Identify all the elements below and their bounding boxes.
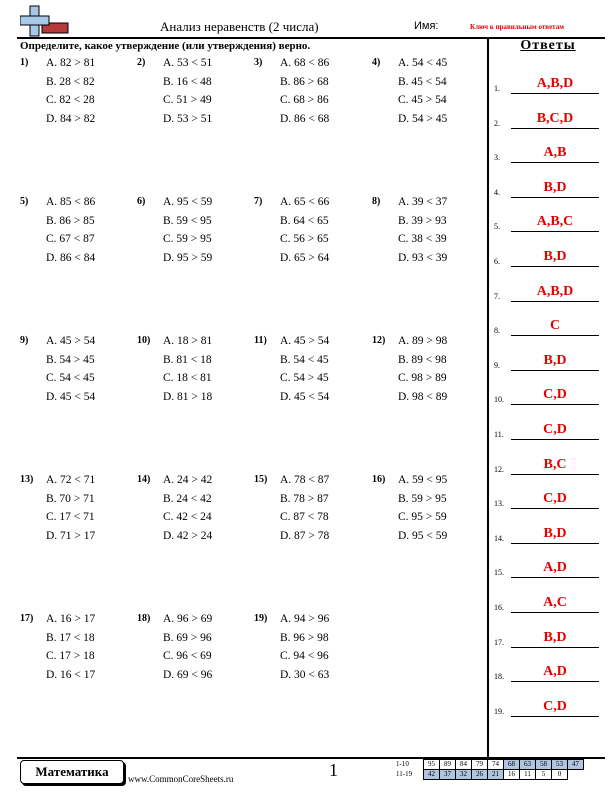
score-cell: 63 [519, 759, 536, 770]
answer-line [511, 577, 599, 578]
problem-option: A. 68 < 86 [280, 57, 330, 69]
answer-line [511, 266, 599, 267]
answer-row [494, 178, 599, 198]
problem [20, 474, 130, 550]
worksheet-title: Анализ неравенств (2 числа) [160, 19, 319, 34]
problem-option: A. 16 > 17 [46, 613, 96, 625]
problem [137, 57, 247, 133]
problem-option: A. 72 < 71 [46, 474, 96, 486]
answer-number: 2. [494, 118, 500, 128]
answer-row [494, 558, 599, 578]
problem-option: C. 56 > 65 [280, 233, 329, 245]
answer-line [511, 301, 599, 302]
answer-number: 19. [494, 706, 504, 716]
problem-option: D. 95 > 59 [163, 251, 213, 264]
problem-option: D. 53 > 51 [163, 112, 213, 125]
answer-value: C,D [543, 491, 567, 507]
problem-option: A. 45 > 54 [280, 335, 330, 347]
problem-number: 1) [20, 57, 29, 68]
problem [137, 196, 247, 272]
problem-option: C. 17 > 18 [46, 650, 95, 662]
problem [372, 196, 482, 272]
problem-number: 17) [20, 613, 34, 624]
problem-option: B. 86 > 68 [280, 75, 329, 88]
answer-number: 15. [494, 568, 504, 578]
answer-line [511, 647, 599, 648]
answer-value: A,B [543, 145, 567, 161]
problem-number: 6) [137, 196, 146, 207]
problem-option: D. 45 < 54 [46, 390, 96, 403]
problem-option: D. 81 > 18 [163, 390, 213, 403]
problem-option: D. 69 < 96 [163, 668, 213, 681]
problem-option: B. 17 < 18 [46, 631, 95, 644]
problem-option: A. 54 < 45 [398, 57, 448, 69]
answer-row [494, 351, 599, 371]
answer-row [494, 489, 599, 509]
answer-value: B,D [543, 249, 567, 264]
problem-option: C. 87 < 78 [280, 511, 329, 523]
problem-option: D. 54 > 45 [398, 112, 448, 125]
problem-number: 19) [254, 613, 268, 624]
problem-number: 3) [254, 57, 263, 68]
answer-number: 9. [494, 360, 500, 370]
answer-row [494, 316, 599, 336]
problem [372, 57, 482, 133]
answer-value: B,D [543, 179, 567, 195]
answer-number: 14. [494, 533, 504, 543]
answer-row [494, 455, 599, 475]
answer-line [511, 474, 599, 475]
answers-title: Ответы [520, 38, 576, 53]
score-table [396, 759, 584, 779]
score-cell: 89 [439, 759, 456, 770]
answer-value: B,C,D [536, 110, 574, 126]
problem [372, 474, 482, 550]
answer-value: A,C [543, 595, 567, 610]
problem [137, 613, 247, 689]
problem-option: C. 51 > 49 [163, 94, 212, 106]
answer-row [494, 628, 599, 648]
problem-option: C. 82 < 28 [46, 94, 95, 106]
problem [254, 196, 364, 272]
score-range-label: 1-10 [396, 760, 409, 768]
problem-number: 12) [372, 335, 386, 346]
answer-value: A,B,C [536, 214, 574, 230]
problem-option: D. 93 < 39 [398, 251, 448, 264]
problem-option: B. 59 > 95 [398, 492, 447, 505]
answer-number: 4. [494, 187, 500, 197]
answer-number: 13. [494, 499, 504, 509]
score-cell: 68 [503, 759, 520, 770]
plus-minus-logo-icon [20, 4, 70, 38]
problem-option: C. 18 < 81 [163, 372, 212, 384]
problem-option: B. 78 > 87 [280, 492, 329, 505]
problem [254, 57, 364, 133]
score-cell: 47 [567, 759, 584, 770]
problem-option: C. 42 < 24 [163, 511, 212, 523]
problem-option: C. 98 > 89 [398, 372, 447, 384]
answer-number: 3. [494, 153, 500, 163]
problem-number: 14) [137, 474, 151, 485]
problem-option: D. 71 > 17 [46, 529, 96, 542]
problem-option: A. 18 > 81 [163, 335, 213, 347]
problem-option: B. 64 < 65 [280, 214, 329, 227]
problem [137, 335, 247, 411]
answer-row [494, 385, 599, 405]
problem-number: 5) [20, 196, 29, 207]
answer-row [494, 593, 599, 613]
problem-option: B. 86 > 85 [46, 214, 95, 227]
answer-number: 5. [494, 222, 500, 232]
problem-option: B. 24 < 42 [163, 492, 212, 505]
problem-number: 7) [254, 196, 263, 207]
problem-option: C. 54 < 45 [46, 372, 95, 384]
answer-line [511, 404, 599, 405]
score-cell: 84 [455, 759, 472, 770]
problem-number: 10) [137, 335, 151, 346]
score-row [396, 769, 584, 779]
answer-value: B,D [543, 629, 567, 645]
problem-number: 8) [372, 196, 381, 207]
score-cell: 32 [455, 769, 472, 780]
problem-number: 11) [254, 335, 267, 346]
score-cell: 26 [471, 769, 488, 780]
answer-row [494, 109, 599, 129]
problem [20, 613, 130, 689]
answer-line [511, 197, 599, 198]
answer-value: A,D [543, 560, 567, 576]
problem-option: A. 78 < 87 [280, 474, 330, 486]
page-number: 1 [329, 760, 338, 780]
problem-option: A. 96 > 69 [163, 613, 213, 625]
problem [254, 613, 364, 689]
problem-option: C. 68 > 86 [280, 94, 329, 106]
answer-line [511, 612, 599, 613]
answer-line [511, 508, 599, 509]
score-cell: 79 [471, 759, 488, 770]
score-cell: 74 [487, 759, 504, 770]
problem-option: C. 67 < 87 [46, 233, 95, 245]
answer-number: 11. [494, 430, 504, 439]
problem-option: C. 96 < 69 [163, 650, 212, 662]
score-cell: 37 [439, 769, 456, 780]
answer-value: B,D [543, 525, 567, 541]
problem [254, 474, 364, 550]
score-cell: 53 [551, 759, 568, 770]
problem-option: A. 94 > 96 [280, 613, 330, 625]
answer-value: B,C [543, 456, 567, 472]
score-cell: 5 [535, 769, 552, 780]
problem-option: B. 39 > 93 [398, 214, 447, 227]
answer-row [494, 662, 599, 682]
problem-option: A. 89 > 98 [398, 335, 448, 347]
answer-value: B,D [543, 352, 567, 368]
problem-number: 9) [20, 335, 29, 346]
answer-line [511, 335, 599, 336]
problem [20, 57, 130, 133]
problem-option: B. 54 > 45 [46, 353, 95, 366]
answer-line [511, 439, 599, 440]
problem-option: A. 82 > 81 [46, 57, 96, 69]
problem-option: B. 89 < 98 [398, 353, 447, 366]
problem-number: 4) [372, 57, 381, 68]
answer-line [511, 370, 599, 371]
problem-option: A. 53 < 51 [163, 57, 213, 69]
answer-key-label: Ключ к правильным ответам [470, 23, 564, 31]
answer-number: 18. [494, 672, 504, 682]
score-cell: 95 [423, 759, 440, 770]
answer-row [494, 247, 599, 267]
problem-option: A. 59 < 95 [398, 474, 448, 486]
score-cell: 58 [535, 759, 552, 770]
problem-option: A. 85 < 86 [46, 196, 96, 208]
problem-option: D. 65 > 64 [280, 251, 330, 264]
problem-option: B. 81 < 18 [163, 353, 212, 366]
problem-option: D. 86 < 68 [280, 112, 330, 125]
answer-value: C,D [543, 422, 567, 437]
answer-column-divider [487, 37, 489, 757]
answer-row [494, 74, 599, 94]
score-range-label: 11-19 [396, 770, 413, 778]
answer-value: C [549, 318, 561, 334]
answer-number: 10. [494, 395, 504, 405]
problem-option: D. 42 > 24 [163, 529, 213, 542]
answer-line [511, 162, 599, 163]
site-url: www.CommonCoreSheets.ru [128, 774, 234, 784]
problem-option: D. 87 > 78 [280, 529, 330, 542]
problem-option: B. 45 < 54 [398, 75, 447, 88]
answer-number: 1. [494, 84, 500, 93]
problem-option: D. 95 < 59 [398, 529, 448, 542]
brand-badge: Математика [20, 760, 124, 784]
problem-option: C. 17 < 71 [46, 511, 95, 523]
problem-option: C. 38 < 39 [398, 233, 447, 245]
problem [254, 335, 364, 411]
score-cell: 42 [423, 769, 440, 780]
problem [137, 474, 247, 550]
score-cell: 16 [503, 769, 520, 780]
score-cell: 21 [487, 769, 504, 780]
problem-option: A. 65 < 66 [280, 196, 330, 208]
answer-row [494, 212, 599, 232]
problem-option: C. 54 > 45 [280, 372, 329, 384]
answer-line [511, 716, 599, 717]
problem-option: B. 96 > 98 [280, 631, 329, 644]
score-cell: 0 [551, 769, 568, 780]
problem-option: C. 95 > 59 [398, 511, 447, 523]
answer-number: 17. [494, 637, 504, 647]
problem-number: 18) [137, 613, 151, 624]
problem-number: 16) [372, 474, 386, 485]
problem-option: D. 45 < 54 [280, 390, 330, 403]
answer-value: C,D [543, 698, 567, 714]
answer-number: 12. [494, 464, 504, 474]
answer-line [511, 231, 599, 232]
name-label: Имя: [414, 20, 439, 32]
problem-option: B. 28 < 82 [46, 75, 95, 88]
answer-row [494, 524, 599, 544]
score-row [396, 759, 584, 769]
problem-option: C. 45 > 54 [398, 94, 447, 106]
answer-number: 6. [494, 257, 500, 266]
problem-option: C. 59 > 95 [163, 233, 212, 245]
answer-line [511, 128, 599, 129]
instructions: Определите, какое утверждение (или утверждения) верно. [20, 40, 311, 52]
answer-row [494, 143, 599, 163]
answer-number: 16. [494, 603, 504, 612]
problem-option: D. 86 < 84 [46, 251, 96, 264]
problem-number: 13) [20, 474, 34, 485]
score-cell: 11 [519, 769, 536, 780]
answer-line [511, 681, 599, 682]
answer-row [494, 420, 599, 440]
problem-number: 15) [254, 474, 268, 485]
problem-option: A. 45 > 54 [46, 335, 96, 347]
problem-option: A. 24 > 42 [163, 474, 213, 486]
problem-option: B. 70 > 71 [46, 492, 95, 505]
problem-option: A. 39 < 37 [398, 196, 448, 208]
answer-value: A,D [543, 664, 567, 680]
answer-row [494, 282, 599, 302]
problem-option: B. 59 < 95 [163, 214, 212, 227]
problem-option: D. 84 > 82 [46, 112, 96, 125]
problem-option: B. 16 < 48 [163, 75, 212, 88]
answer-value: A,B,D [536, 283, 574, 299]
problem-option: D. 16 < 17 [46, 668, 96, 681]
problem [20, 335, 130, 411]
answer-value: A,B,D [536, 76, 574, 91]
answer-row [494, 697, 599, 717]
answer-number: 8. [494, 326, 500, 336]
problem-option: D. 30 < 63 [280, 668, 330, 681]
answer-line [511, 93, 599, 94]
answer-line [511, 543, 599, 544]
problem-option: A. 95 < 59 [163, 196, 213, 208]
problem-option: C. 94 < 96 [280, 650, 329, 662]
problem-option: B. 54 < 45 [280, 353, 329, 366]
problem-number: 2) [137, 57, 146, 68]
answer-value: C,D [543, 387, 567, 403]
problem [372, 335, 482, 411]
problem-option: B. 69 > 96 [163, 631, 212, 644]
problem-option: D. 98 < 89 [398, 390, 448, 403]
answer-number: 7. [494, 291, 500, 301]
problem [20, 196, 130, 272]
